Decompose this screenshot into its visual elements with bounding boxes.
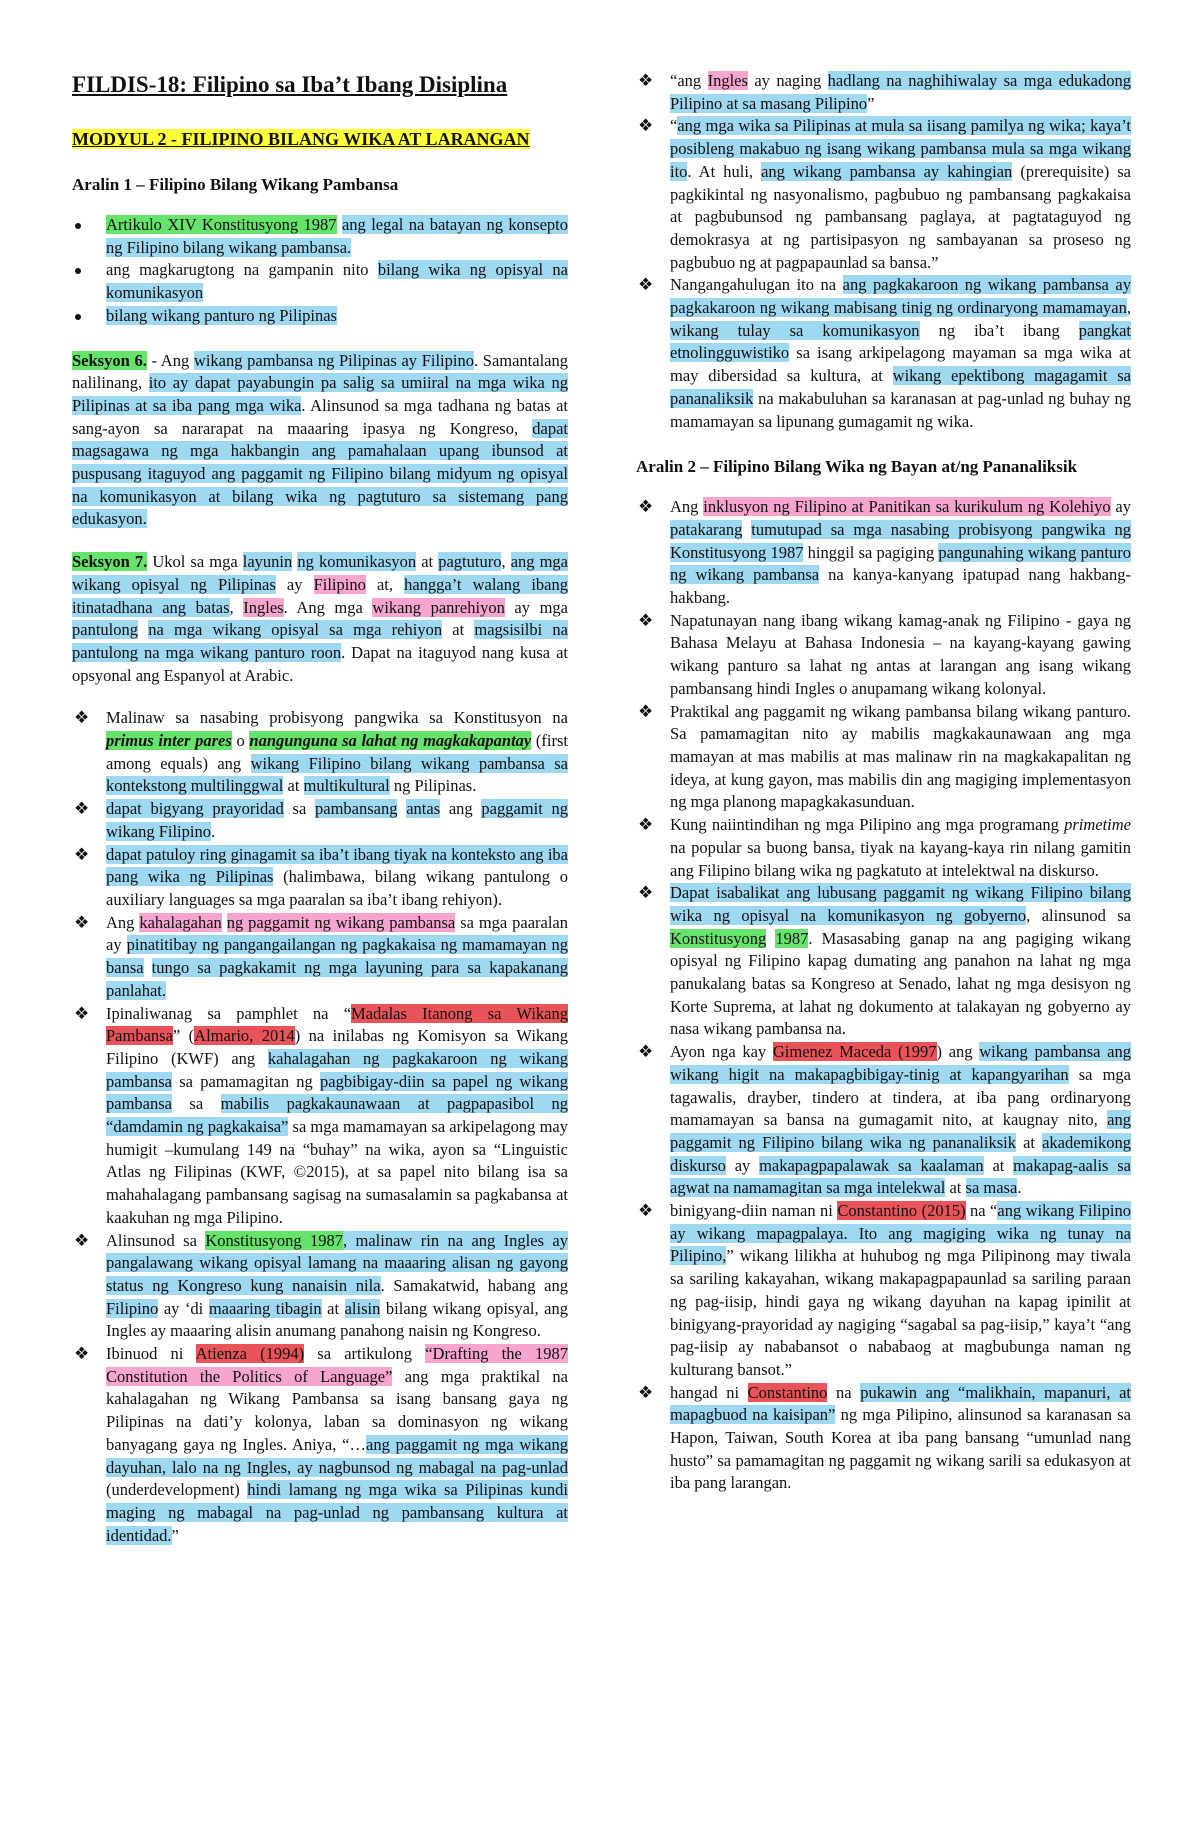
text-run	[766, 929, 775, 948]
diamond-bullet-icon: ❖	[638, 497, 654, 517]
highlighted-text: pinatitibay ng pangangailangan ng pagkakaisa ng mamamayan ng bansa	[106, 935, 569, 978]
list-item	[636, 274, 1131, 433]
text-run: ” (	[172, 1026, 195, 1046]
list-item-text	[106, 215, 568, 257]
list-item	[636, 1041, 1131, 1200]
highlighted-text: primetime	[1064, 815, 1131, 835]
list-item	[636, 70, 1131, 115]
highlighted-text: inklusyon ng Filipino at Panitikan sa kurikulum ng Kolehiyo	[703, 497, 1111, 517]
highlighted-text: ito ay dapat payabungin pa salig sa umiiral na mga wika ng Pilipinas at sa iba pang mga wika	[72, 373, 568, 415]
diamond-bullet-icon: ❖	[74, 1230, 90, 1250]
text-run: ay	[725, 1155, 760, 1175]
list-item	[72, 1343, 568, 1547]
highlighted-text: Konstitusyong	[670, 928, 767, 948]
text-run: ay	[1110, 497, 1132, 517]
highlighted-text: Atienza (1994)	[195, 1344, 305, 1364]
text-run: Alinsunod sa	[106, 1230, 206, 1250]
highlighted-text: layunin	[242, 552, 293, 572]
highlighted-text: Seksyon 7.	[72, 552, 148, 572]
highlighted-text: Filipino	[313, 574, 366, 594]
list-item	[72, 844, 568, 912]
highlighted-text: ng paggamit ng wikang pambansa	[226, 912, 456, 932]
highlighted-text: ang paggamit ng mga wikang dayuhan, lalo na ng Ingles, ay nagbunsod ng mabagal na pag-unlad	[106, 1434, 568, 1477]
text-run: .	[210, 821, 216, 841]
list-item-text	[670, 611, 1131, 698]
list-item-text	[106, 1344, 568, 1545]
highlighted-text: ang wikang pambansa ay kahingian	[761, 161, 1013, 181]
list-item-text	[670, 815, 1131, 879]
highlighted-text: 1987	[775, 928, 809, 948]
highlighted-text: Konstitusyong 1987	[205, 1230, 343, 1250]
bullet-dot-icon	[75, 314, 81, 320]
text-run: (halimbawa, bilang wikang pantulong o auxiliary languages sa mga paaralan sa iba’t ibang rehiyon).	[106, 867, 568, 909]
highlighted-text: alisin	[344, 1298, 381, 1318]
text-run: at	[945, 1178, 966, 1198]
text-run: ,	[501, 552, 511, 572]
right-diamond-list-a	[636, 70, 1131, 433]
text-run: Malinaw sa nasabing probisyong pangwika sa Konstitusyon na	[106, 708, 568, 728]
highlighted-text: pantulong	[72, 620, 138, 640]
highlighted-text: wikang Filipino bilang wikang pambansa sa kontekstong multilinggwal	[106, 753, 568, 796]
text-run: o	[231, 731, 250, 751]
list-item	[636, 701, 1131, 815]
text-run: ,	[229, 597, 244, 617]
text-run: ay naging	[747, 71, 828, 90]
text-run: Ukol sa mga	[147, 552, 243, 572]
text-run: sa mga tagawalis, drayber, tindero at tindera, at iba pang ordinaryong mamamayan sa bansa na gumagamit nito, at kaugnay nito,	[670, 1064, 1131, 1130]
highlighted-text: pangunahing wikang panturo ng wikang pambansa	[670, 542, 1131, 585]
text-run	[222, 913, 227, 932]
highlighted-text: sa masa	[965, 1178, 1018, 1198]
highlighted-text: magsisilbi na pantulong na mga wikang panturo roon	[72, 620, 568, 662]
highlighted-text: ng komunikasyon	[297, 552, 417, 572]
text-run: na “	[965, 1201, 998, 1221]
text-run: at	[983, 1155, 1014, 1175]
highlighted-text: patakarang	[670, 519, 743, 539]
text-run: sa isang arkipelagong mayaman sa mga wika at may dibersidad sa kultura, at	[670, 343, 1131, 386]
list-item-text	[106, 260, 568, 302]
list-item	[72, 259, 568, 304]
text-run: Nangangahulugan ito na	[670, 275, 843, 295]
highlighted-text: hadlang na naghihiwalay sa mga edukadong Pilipino at sa masang Pilipino	[670, 71, 1131, 113]
text-run: ”	[171, 1525, 179, 1545]
list-item	[636, 115, 1131, 274]
list-item	[636, 496, 1131, 610]
list-item	[72, 305, 568, 328]
text-run: , alinsunod sa	[1026, 905, 1131, 925]
text-run: sa pamamagitan ng	[171, 1071, 321, 1091]
text-run: na	[827, 1382, 861, 1402]
list-item-text	[106, 913, 568, 1000]
text-run: Napatunayan nang ibang wikang kamag-anak ng Filipino - gaya ng Bahasa Melayu at Bahasa Indonesia – na kayang-kayang gawing wikang panturo sa lahat ng antas at larangan ang isang wikang pambansang hindi Ingles o anupamang wikang kolonyal.	[670, 610, 1131, 698]
text-run: Ang	[106, 912, 140, 932]
highlighted-text: pangkat etnolingguwistiko	[670, 320, 1131, 363]
text-run: ng Pilipinas.	[389, 776, 477, 796]
highlighted-text: pagbibigay-diin sa papel ng wikang pambansa	[106, 1071, 568, 1114]
diamond-bullet-icon: ❖	[74, 844, 90, 864]
highlighted-text: nangunguna sa lahat ng magkakapantay	[249, 731, 532, 751]
text-run: (prerequisite) sa pagkikintal ng nasyonalismo, pagbubuo ng pambansang pagkakaisa at pagbubunsod ng pambansang paglaya, at pagtataguyod ng demokrasya at ng partisipasyon ng sambayanan sa proseso ng pagbubuo ng at pagpapaunlad sa bansa.”	[670, 161, 1131, 272]
highlighted-text: Almario, 2014	[194, 1026, 295, 1046]
text-run: ang	[440, 799, 482, 819]
lesson-1-heading: Aralin 1 – Filipino Bilang Wikang Pambansa	[72, 175, 399, 194]
seksyon-7-paragraph	[72, 551, 568, 687]
highlighted-text: pambansang	[315, 799, 398, 819]
text-run: . Masasabing ganap na ang pagiging wikang opisyal ng Filipino kapag dumating ang panahon na lahat ng mga panukalang batas sa Kongreso at Senado, lahat ng mga desisyon ng Korte Suprema, at lahat ng dokumento at talakayan ng gobyerno ay nasa wikang pambansa na.	[670, 928, 1132, 1039]
highlighted-text: ang mga wikang opisyal ng Pilipinas	[72, 552, 569, 594]
highlighted-text: wikang tulay sa komunikasyon	[670, 320, 920, 340]
list-item-text	[106, 845, 568, 909]
text-run: (first among equals) ang	[106, 731, 568, 773]
highlighted-text: mabilis pagkakaunawaan at pagpapasibol ng “damdamin ng pagkakaisa”	[106, 1094, 569, 1137]
text-run: binigyang-diin naman ni	[670, 1201, 838, 1221]
highlighted-text: Artikulo XIV Konstitusyong 1987	[106, 215, 337, 234]
highlighted-text: na mga wikang opisyal sa mga rehiyon	[148, 620, 443, 640]
text-run: Praktikal ang paggamit ng wikang pambansa bilang wikang panturo. Sa pamamagitan nito ay mabilis magkakaunawaan ang mga mamayan at mas mabilis at mas malinaw rin na magkakapalitan ng ideya, at kung gayon, mas mabilis din ang magiging implementasyon ng mga planong mapagkakasunduan.	[670, 701, 1131, 812]
list-item	[636, 610, 1131, 701]
list-item-text	[670, 1383, 1131, 1493]
dot-bullet-list	[72, 214, 568, 328]
text-run: Ayon nga kay	[670, 1042, 773, 1062]
list-item-text	[106, 306, 337, 325]
highlighted-text: Ingles	[707, 71, 748, 90]
text-run: ng mga Pilipino, alinsunod sa karanasan sa Hapon, Taiwan, South Korea at iba pang bansang “umunlad nang husto” sa pamamagitan ng paggamit ng wikang sarili sa edukasyon at iba pang larangan.	[670, 1405, 1131, 1493]
list-item	[636, 814, 1131, 882]
highlighted-text: ang legal na batayan ng konsepto ng Filipino bilang wikang pambansa.	[106, 215, 568, 257]
highlighted-text: bilang wikang panturo ng Pilipinas	[106, 305, 337, 325]
highlighted-text: pukawin ang “malikhain, mapanuri, at mapagbuod na kaisipan”	[670, 1382, 1131, 1425]
diamond-bullet-icon: ❖	[638, 116, 654, 136]
highlighted-text: ang paggamit ng Filipino bilang wika ng pananaliksik	[670, 1110, 1131, 1152]
diamond-bullet-icon: ❖	[638, 610, 654, 630]
highlighted-text: hindi lamang ng mga wika sa Pilipinas kundi maging ng mabagal na pag-unlad ng pambansang kultura at identidad.	[106, 1480, 569, 1545]
text-run: ) na inilabas ng Komisyon sa Wikang Filipino (KWF) ang	[106, 1026, 568, 1068]
text-run: Ipinaliwanag sa pamphlet na “	[106, 1003, 352, 1023]
bullet-dot-icon	[75, 223, 81, 229]
list-item-text	[670, 1201, 1131, 1379]
text-run: “	[670, 116, 678, 136]
highlighted-text: ang wikang Filipino ay wikang mapagpalaya. Ito ang magiging wika ng tunay na Pilipino,	[670, 1201, 1131, 1266]
diamond-bullet-icon: ❖	[74, 799, 90, 819]
diamond-bullet-icon: ❖	[74, 1003, 90, 1023]
text-run: ay mga	[504, 597, 568, 617]
right-column	[636, 70, 1131, 1517]
highlighted-text: pagtuturo	[438, 552, 502, 572]
text-run: .	[1017, 1178, 1022, 1198]
diamond-bullet-icon: ❖	[74, 708, 90, 728]
highlighted-text: “Drafting the 1987 Constitution the Politics of Language”	[106, 1344, 568, 1386]
highlighted-text: , malinaw rin na ang Ingles ay pangalawang wikang opisyal lamang na maaaring alisan ng gayong status ng Kongreso kung nanaisin nila	[106, 1230, 568, 1295]
highlighted-text: makapag-aalis sa agwat na namamagitan sa mga intelekwal	[670, 1155, 1131, 1198]
highlighted-text: Filipino	[106, 1298, 159, 1318]
highlighted-text: dapat patuloy ring ginagamit sa iba’t ibang tiyak na konteksto ang iba pang wika ng Pilipinas	[106, 844, 568, 887]
highlighted-text: ang pagkakaroon ng wikang pambansa ay pagkakaroon ng wikang mabisang tinig ng ordinaryong mamamayan	[670, 275, 1131, 318]
highlighted-text: wikang panrehiyon	[372, 597, 505, 617]
diamond-bullet-icon: ❖	[638, 883, 654, 903]
page-title: FILDIS-18: Filipino sa Iba’t Ibang Disiplina	[72, 72, 508, 97]
left-column	[72, 70, 568, 1569]
list-item-text	[670, 275, 1131, 430]
text-run: ” wikang lilikha at huhubog ng mga Pilipinong may tiwala sa sariling kakayahan, wikang makapagpapaunlad sa sariling paraan ng pag-iisip, hindi gaya ng wikang dayuhan na kapag ipinilit at binigyang-prayoridad ay nagiging “sagabal sa pag-iisip,” kaya’t “ang pag-iisip ay nababansot o nababaog at magbubunga naman ng kulturang bansot.”	[670, 1246, 1131, 1379]
text-run: Ang	[670, 497, 704, 517]
text-run: Ibinuod ni	[106, 1344, 196, 1364]
text-run: Kung naiintindihan ng mga Pilipino ang mga programang	[670, 815, 1065, 835]
text-run: . Alinsunod sa mga tadhana ng batas at sang-ayon sa nararapat na maaaring ipasya ng Kongreso,	[72, 395, 568, 438]
text-run: ay ‘di	[158, 1298, 209, 1318]
highlighted-text: tumutupad sa mga nasabing probisyong pangwika ng Konstitusyong 1987	[670, 519, 1131, 562]
text-run: “ang	[670, 71, 708, 90]
text-run	[397, 799, 406, 818]
text-run: . At huli,	[687, 161, 762, 181]
highlighted-text: wikang pambansa ang wikang higit na makapagbibigay-tinig at kapangyarihan	[670, 1042, 1131, 1084]
highlighted-text: primus inter pares	[106, 731, 232, 751]
diamond-bullet-icon: ❖	[638, 1042, 654, 1062]
highlighted-text: dapat magsagawa ng mga hakbangin ang pamahalaan upang ibunsod at puspusang itaguyod ang paggamit ng Filipino bilang midyum ng opisyal na komunikasyon at bilang wika ng pagtuturo sa sistemang pang edukasyon.	[72, 418, 568, 529]
text-run: na kanya-kanyang ipatupad nang hakbang-hakbang.	[670, 565, 1131, 608]
list-item	[72, 214, 568, 259]
list-item	[636, 1200, 1131, 1382]
list-item-text	[106, 799, 568, 841]
highlighted-text: ang mga wika sa Pilipinas at mula sa iisang pamilya ng wika; kaya’t posibleng makabuo ng isang wikang pambansa mula sa mga wikang ito	[670, 116, 1131, 181]
highlighted-text: kahalagahan	[139, 912, 222, 932]
text-run: ng iba’t ibang	[919, 320, 1079, 340]
list-item-text	[106, 1231, 568, 1341]
text-run: sa mga paaralan ay	[106, 912, 569, 955]
diamond-bullet-icon: ❖	[638, 275, 654, 295]
list-item-text	[670, 116, 1131, 271]
text-run: ) ang	[936, 1042, 980, 1062]
list-item	[636, 882, 1131, 1041]
list-item-text	[106, 1004, 568, 1227]
text-run	[742, 520, 751, 539]
text-run: at	[442, 620, 475, 640]
text-run: - Ang	[146, 350, 194, 370]
seksyon-6-paragraph	[72, 350, 568, 532]
text-run: ang magkarugtong na gampanin nito	[106, 260, 378, 280]
lesson-2-heading: Aralin 2 – Filipino Bilang Wika ng Bayan at/ng Pananaliksik	[636, 457, 1078, 477]
highlighted-text: akademikong diskurso	[670, 1132, 1131, 1175]
text-run: ay	[275, 574, 314, 594]
text-run: at,	[365, 574, 405, 594]
list-item-text	[670, 702, 1131, 812]
highlighted-text: paggamit ng wikang Filipino	[106, 799, 569, 841]
list-item	[72, 707, 568, 798]
text-run: ang mga praktikal na kahalagahan ng Wikang Pambansa sa isang bansang gaya ng Pilipinas na dati’y kolonya, laban sa dominasyon ng wikang banyagang gaya ng Ingles. Aniya, “…	[106, 1366, 568, 1454]
text-run: ”	[867, 93, 875, 113]
list-item-text	[670, 883, 1131, 1038]
text-run: at	[416, 552, 439, 572]
text-run	[144, 958, 152, 977]
text-run: na popular sa buong bansa, tiyak na kayang-kaya rin nilang gamitin ang Filipino bilang wika ng pagkatuto at intelektwal na diskurso.	[670, 837, 1131, 880]
highlighted-text: hangga’t walang ibang itinatadhana ang batas	[72, 574, 569, 617]
highlighted-text: Madalas Itanong sa Wikang Pambansa	[106, 1003, 568, 1046]
text-run: sa artikulong	[304, 1344, 426, 1364]
diamond-bullet-icon: ❖	[638, 815, 654, 835]
text-run: sa	[171, 1094, 221, 1114]
text-run: (underdevelopment)	[106, 1480, 248, 1500]
highlighted-text: wikang epektibong magagamit sa pananaliksik	[670, 366, 1131, 408]
list-item-text	[670, 497, 1131, 607]
list-item	[72, 798, 568, 843]
text-run: at	[283, 776, 304, 796]
text-run: sa	[283, 799, 315, 819]
text-run: . Ang mga	[283, 597, 373, 617]
text-run: at	[321, 1298, 345, 1318]
text-run: . Dapat na itaguyod nang kusa at opsyonal ang Espanyol at Arabic.	[72, 642, 568, 685]
highlighted-text: wikang pambansa ng Pilipinas ay Filipino	[193, 350, 474, 370]
diamond-bullet-icon: ❖	[638, 71, 654, 90]
list-item-text	[106, 708, 568, 795]
highlighted-text: Gimenez Maceda (1997	[772, 1042, 937, 1062]
list-item-text	[670, 1042, 1131, 1197]
text-run: na makabuluhan sa karanasan at pag-unlad ng buhay ng mamamayan sa lipunang gumagamit ng wika.	[670, 388, 1131, 431]
text-run	[138, 620, 148, 639]
text-run: sa mga mamamayan sa arkipelagong may humigit –kumulang 149 na “buhay” na wika, ayon sa “Linguistic Atlas ng Filipinas (KWF, ©2015), at sa papel nito bilang isa sa mahahalagang pambansang sagisag na sumasalamin sa pagkabansa at kaakuhan ng mga Pilipino.	[106, 1117, 568, 1227]
diamond-bullet-icon: ❖	[638, 701, 654, 721]
right-diamond-list-b	[636, 496, 1131, 1495]
highlighted-text: kahalagahan ng pagkakaroon ng wikang pambansa	[106, 1048, 568, 1091]
list-item	[72, 1003, 568, 1230]
highlighted-text: dapat bigyang prayoridad	[106, 799, 284, 819]
highlighted-text: Constantino	[747, 1382, 828, 1402]
highlighted-text: antas	[406, 799, 441, 819]
list-item	[636, 1382, 1131, 1496]
text-run: at	[1015, 1132, 1043, 1152]
text-run: . Samakatwid, habang ang	[380, 1275, 568, 1295]
highlighted-text: Ingles	[243, 597, 284, 617]
text-run: hangad ni	[670, 1382, 748, 1402]
highlighted-text: Seksyon 6.	[72, 350, 147, 370]
highlighted-text: makapagpapalawak sa kaalaman	[759, 1155, 984, 1175]
highlighted-text: multikultural	[303, 776, 390, 796]
text-run: hinggil sa pagiging	[803, 542, 939, 562]
bullet-dot-icon	[75, 268, 81, 274]
highlighted-text: Dapat isabalikat ang lubusang paggamit ng wikang Filipino bilang wika ng opisyal na komunikasyon ng gobyerno	[670, 883, 1131, 925]
list-item-text	[670, 71, 1131, 113]
text-run: bilang wikang opisyal, ang Ingles ay maaaring alisin anumang panahong naisin ng Kongreso.	[106, 1298, 568, 1341]
diamond-bullet-icon: ❖	[638, 1201, 654, 1221]
left-diamond-list	[72, 707, 568, 1547]
highlighted-text: Constantino (2015)	[837, 1201, 966, 1221]
text-run: . Samantalang nalilinang,	[72, 350, 568, 393]
diamond-bullet-icon: ❖	[74, 912, 90, 932]
highlighted-text: tungo sa pagkakamit ng mga layuning para sa kapakanang panlahat.	[106, 958, 568, 1000]
highlighted-text: bilang wika ng opisyal na komunikasyon	[106, 260, 568, 303]
diamond-bullet-icon: ❖	[638, 1382, 654, 1402]
list-item	[72, 912, 568, 1003]
module-heading: MODYUL 2 - FILIPINO BILANG WIKA AT LARANGAN	[72, 129, 530, 149]
diamond-bullet-icon: ❖	[74, 1344, 90, 1364]
text-run: ,	[1126, 298, 1131, 318]
highlighted-text: maaaring tibagin	[208, 1298, 322, 1318]
list-item	[72, 1230, 568, 1344]
